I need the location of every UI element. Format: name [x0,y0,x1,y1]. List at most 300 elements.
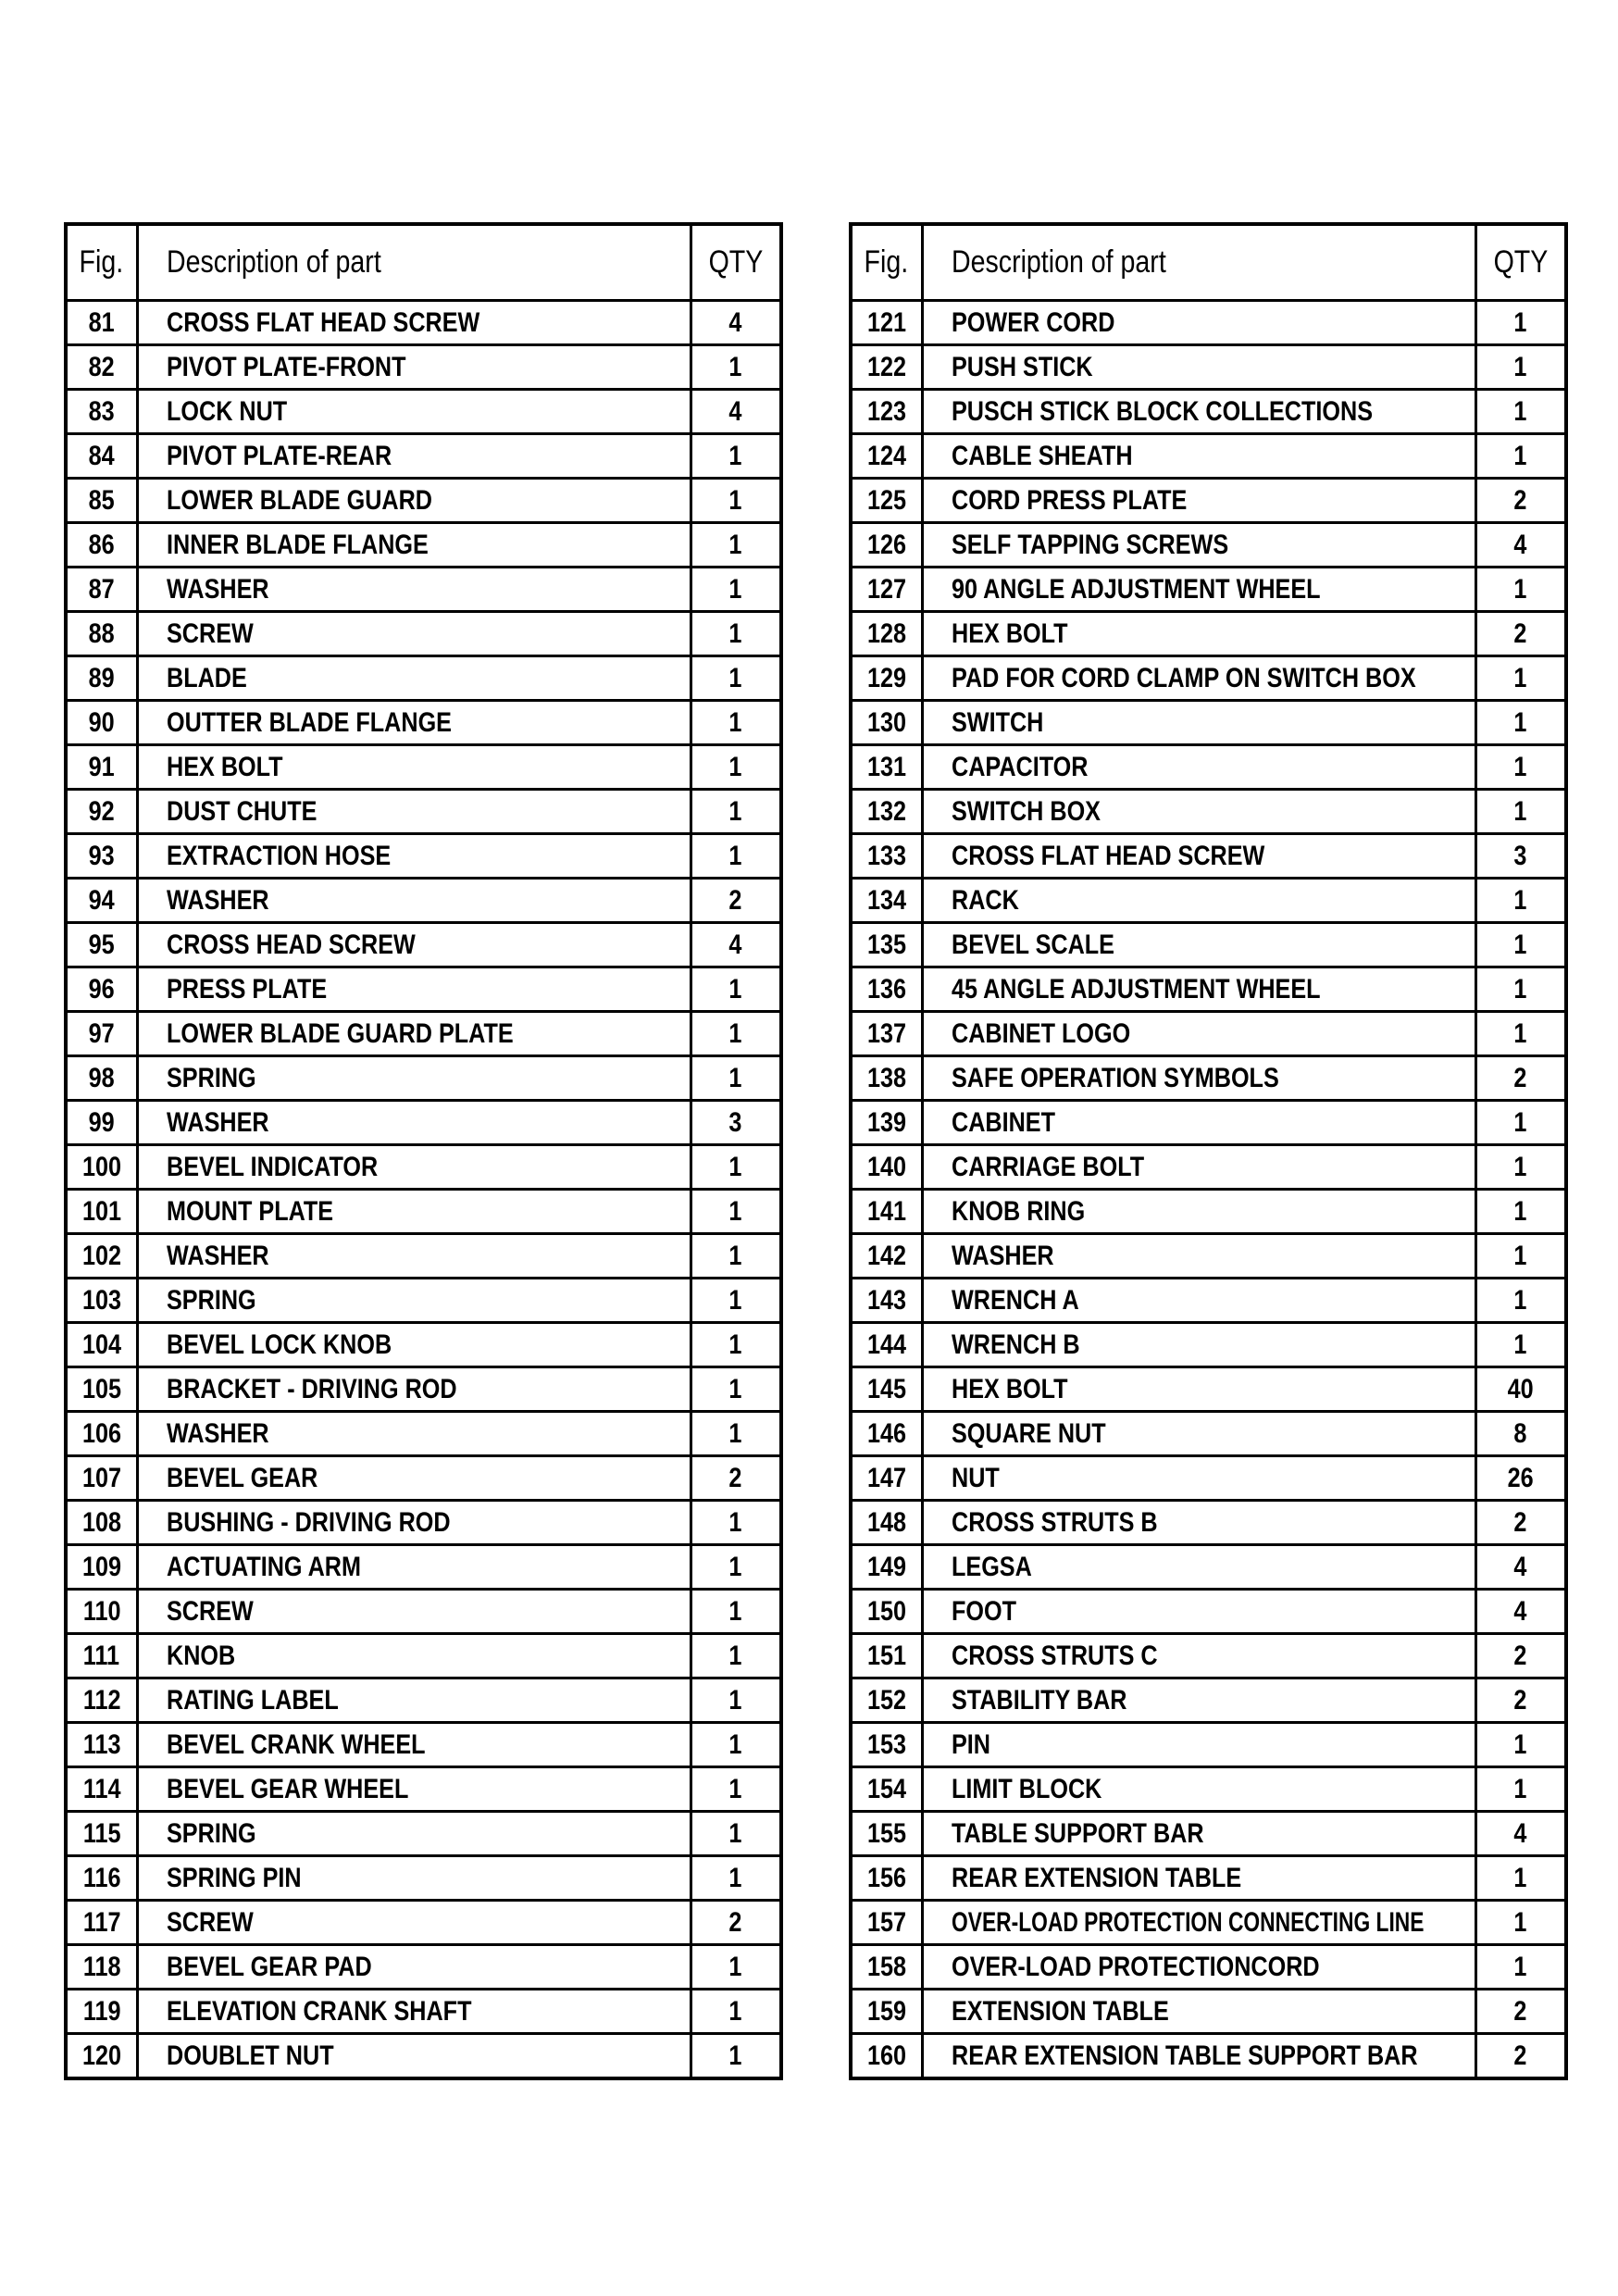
description-column-header: Description of part [137,224,691,301]
fig-cell: 138 [851,1056,922,1101]
description-cell: SCREW [137,612,691,656]
description-cell: OVER-LOAD PROTECTIONCORD [922,1945,1475,1990]
description-cell: ACTUATING ARM [137,1545,691,1590]
qty-cell: 1 [691,479,781,523]
table-row [66,1234,781,1279]
table-row [851,1767,1566,1812]
qty-cell: 1 [691,2034,781,2079]
fig-cell: 87 [66,568,137,612]
table-row [851,612,1566,656]
qty-cell: 4 [691,923,781,967]
description-cell: LIMIT BLOCK [922,1767,1475,1812]
table-row [66,1812,781,1856]
qty-cell: 1 [1475,1012,1566,1056]
description-cell: HEX BOLT [137,745,691,790]
description-cell: MOUNT PLATE [137,1190,691,1234]
qty-cell: 1 [691,1412,781,1456]
qty-cell: 1 [691,701,781,745]
fig-cell: 84 [66,434,137,479]
table-row [851,568,1566,612]
table-row [66,390,781,434]
qty-cell: 2 [1475,1056,1566,1101]
table-row [66,1945,781,1990]
description-cell: OUTTER BLADE FLANGE [137,701,691,745]
table-row [851,1590,1566,1634]
table-row [66,1634,781,1678]
fig-cell: 85 [66,479,137,523]
qty-cell: 26 [1475,1456,1566,1501]
table-row [66,1279,781,1323]
table-row [66,1723,781,1767]
qty-cell: 1 [1475,790,1566,834]
table-row [851,1145,1566,1190]
qty-cell: 1 [691,1012,781,1056]
description-column-header: Description of part [922,224,1475,301]
description-cell: BLADE [137,656,691,701]
description-cell: TABLE SUPPORT BAR [922,1812,1475,1856]
fig-cell: 160 [851,2034,922,2079]
table-row [66,568,781,612]
description-cell: SELF TAPPING SCREWS [922,523,1475,568]
fig-cell: 122 [851,345,922,390]
description-cell: BEVEL LOCK KNOB [137,1323,691,1367]
description-cell: WASHER [137,1412,691,1456]
qty-cell: 1 [691,1767,781,1812]
table-row [66,479,781,523]
qty-cell: 2 [1475,1990,1566,2034]
description-cell: BUSHING - DRIVING ROD [137,1501,691,1545]
table-row [851,1056,1566,1101]
table-row [851,1012,1566,1056]
fig-cell: 137 [851,1012,922,1056]
qty-cell: 1 [691,1234,781,1279]
table-row [66,790,781,834]
qty-cell: 4 [1475,1545,1566,1590]
description-cell: PAD FOR CORD CLAMP ON SWITCH BOX [922,656,1475,701]
table-row [66,967,781,1012]
description-cell: WRENCH A [922,1279,1475,1323]
description-cell: BRACKET - DRIVING ROD [137,1367,691,1412]
table-row [851,1279,1566,1323]
qty-cell: 4 [1475,1812,1566,1856]
table-row [851,745,1566,790]
table-row [66,1901,781,1945]
table-row [851,1323,1566,1367]
qty-cell: 1 [691,1145,781,1190]
table-row [66,923,781,967]
fig-cell: 135 [851,923,922,967]
qty-cell: 1 [1475,1723,1566,1767]
table-row [66,1190,781,1234]
fig-cell: 118 [66,1945,137,1990]
description-cell: CARRIAGE BOLT [922,1145,1475,1190]
fig-cell: 147 [851,1456,922,1501]
qty-cell: 1 [1475,1145,1566,1190]
description-cell: SWITCH [922,701,1475,745]
qty-cell: 1 [1475,967,1566,1012]
parts-table-right-body [851,301,1566,2079]
qty-cell: 1 [1475,1323,1566,1367]
description-cell: SPRING PIN [137,1856,691,1901]
fig-cell: 120 [66,2034,137,2079]
qty-cell: 1 [691,834,781,879]
description-cell: SWITCH BOX [922,790,1475,834]
table-row [851,1945,1566,1990]
table-row [66,612,781,656]
table-row [851,479,1566,523]
fig-cell: 89 [66,656,137,701]
fig-cell: 82 [66,345,137,390]
qty-cell: 1 [691,1323,781,1367]
table-row [66,1367,781,1412]
table-row [851,790,1566,834]
fig-cell: 154 [851,1767,922,1812]
table-row [851,701,1566,745]
qty-cell: 1 [691,1367,781,1412]
fig-cell: 129 [851,656,922,701]
fig-cell: 136 [851,967,922,1012]
table-row [851,390,1566,434]
fig-cell: 152 [851,1678,922,1723]
fig-cell: 157 [851,1901,922,1945]
description-cell: CABINET [922,1101,1475,1145]
description-cell: LEGSA [922,1545,1475,1590]
fig-cell: 131 [851,745,922,790]
description-cell: SQUARE NUT [922,1412,1475,1456]
table-row [66,1412,781,1456]
description-cell: SCREW [137,1901,691,1945]
fig-column-header: Fig. [66,224,137,301]
fig-cell: 109 [66,1545,137,1590]
table-row [851,345,1566,390]
fig-cell: 133 [851,834,922,879]
table-row [851,1101,1566,1145]
table-row [66,1545,781,1590]
qty-cell: 1 [1475,1190,1566,1234]
qty-cell: 1 [1475,745,1566,790]
fig-cell: 149 [851,1545,922,1590]
description-cell: POWER CORD [922,301,1475,345]
qty-cell: 1 [691,1545,781,1590]
description-cell: INNER BLADE FLANGE [137,523,691,568]
qty-cell: 1 [1475,1101,1566,1145]
fig-cell: 155 [851,1812,922,1856]
qty-cell: 2 [691,1456,781,1501]
fig-cell: 127 [851,568,922,612]
qty-cell: 3 [1475,834,1566,879]
fig-cell: 102 [66,1234,137,1279]
parts-table-left [64,222,783,2080]
qty-cell: 2 [1475,2034,1566,2079]
qty-cell: 1 [691,656,781,701]
description-cell: CROSS STRUTS C [922,1634,1475,1678]
description-cell: KNOB RING [922,1190,1475,1234]
table-row [66,834,781,879]
description-cell: 45 ANGLE ADJUSTMENT WHEEL [922,967,1475,1012]
fig-cell: 128 [851,612,922,656]
qty-cell: 1 [1475,1901,1566,1945]
description-cell: REAR EXTENSION TABLE [922,1856,1475,1901]
qty-cell: 1 [1475,301,1566,345]
description-cell: WASHER [922,1234,1475,1279]
description-cell: CROSS FLAT HEAD SCREW [922,834,1475,879]
qty-column-header: QTY [691,224,781,301]
table-row [66,2034,781,2079]
qty-cell: 4 [1475,523,1566,568]
description-cell: SPRING [137,1279,691,1323]
qty-cell: 2 [1475,612,1566,656]
qty-cell: 1 [1475,390,1566,434]
fig-cell: 97 [66,1012,137,1056]
table-row [851,434,1566,479]
fig-cell: 158 [851,1945,922,1990]
table-row [66,523,781,568]
fig-cell: 96 [66,967,137,1012]
description-cell: WASHER [137,1101,691,1145]
fig-cell: 126 [851,523,922,568]
fig-cell: 110 [66,1590,137,1634]
table-row [66,345,781,390]
qty-cell: 2 [691,1901,781,1945]
description-cell: HEX BOLT [922,612,1475,656]
table-row [851,1501,1566,1545]
qty-cell: 2 [1475,1501,1566,1545]
fig-cell: 95 [66,923,137,967]
table-row [66,1012,781,1056]
qty-cell: 1 [691,967,781,1012]
fig-cell: 124 [851,434,922,479]
fig-cell: 130 [851,701,922,745]
table-row [66,1145,781,1190]
description-cell: OVER-LOAD PROTECTION CONNECTING LINE [922,1901,1475,1945]
table-row [66,1678,781,1723]
table-header-row [66,224,781,301]
fig-cell: 150 [851,1590,922,1634]
fig-cell: 151 [851,1634,922,1678]
qty-cell: 1 [691,1634,781,1678]
description-cell: RATING LABEL [137,1678,691,1723]
table-row [851,1856,1566,1901]
table-row [851,523,1566,568]
fig-cell: 100 [66,1145,137,1190]
description-cell: WASHER [137,568,691,612]
fig-cell: 159 [851,1990,922,2034]
table-row [66,701,781,745]
qty-cell: 1 [691,434,781,479]
qty-cell: 1 [691,1279,781,1323]
description-cell: RACK [922,879,1475,923]
parts-table-left-body [66,301,781,2079]
fig-cell: 108 [66,1501,137,1545]
qty-cell: 1 [691,523,781,568]
qty-cell: 1 [1475,879,1566,923]
fig-cell: 143 [851,1279,922,1323]
description-cell: SPRING [137,1056,691,1101]
description-cell: PIN [922,1723,1475,1767]
table-row [851,1723,1566,1767]
description-cell: CROSS HEAD SCREW [137,923,691,967]
qty-cell: 1 [691,345,781,390]
table-row [851,1456,1566,1501]
qty-cell: 2 [691,879,781,923]
qty-cell: 1 [1475,345,1566,390]
description-cell: BEVEL SCALE [922,923,1475,967]
description-cell: STABILITY BAR [922,1678,1475,1723]
qty-cell: 1 [1475,656,1566,701]
qty-cell: 1 [1475,923,1566,967]
qty-cell: 1 [691,1590,781,1634]
description-cell: BEVEL CRANK WHEEL [137,1723,691,1767]
description-cell: DOUBLET NUT [137,2034,691,2079]
table-row [66,1323,781,1367]
description-cell: BEVEL GEAR WHEEL [137,1767,691,1812]
qty-cell: 1 [691,1501,781,1545]
fig-cell: 106 [66,1412,137,1456]
description-cell: CROSS STRUTS B [922,1501,1475,1545]
description-cell: BEVEL GEAR PAD [137,1945,691,1990]
description-cell: PUSCH STICK BLOCK COLLECTIONS [922,390,1475,434]
qty-cell: 4 [691,390,781,434]
fig-cell: 121 [851,301,922,345]
qty-cell: 40 [1475,1367,1566,1412]
fig-cell: 104 [66,1323,137,1367]
fig-cell: 115 [66,1812,137,1856]
fig-cell: 93 [66,834,137,879]
description-cell: HEX BOLT [922,1367,1475,1412]
table-row [66,745,781,790]
fig-cell: 125 [851,479,922,523]
qty-cell: 1 [691,1856,781,1901]
description-cell: PIVOT PLATE-FRONT [137,345,691,390]
table-row [851,1678,1566,1723]
table-row [66,879,781,923]
table-row [66,1056,781,1101]
description-cell: CAPACITOR [922,745,1475,790]
fig-cell: 145 [851,1367,922,1412]
fig-cell: 113 [66,1723,137,1767]
qty-cell: 1 [1475,1234,1566,1279]
qty-cell: 4 [1475,1590,1566,1634]
fig-cell: 139 [851,1101,922,1145]
description-cell: LOCK NUT [137,390,691,434]
qty-column-header: QTY [1475,224,1566,301]
table-row [66,1101,781,1145]
parts-table-right [849,222,1568,2080]
fig-cell: 88 [66,612,137,656]
fig-cell: 86 [66,523,137,568]
qty-cell: 1 [1475,568,1566,612]
description-cell: CABLE SHEATH [922,434,1475,479]
description-cell: SPRING [137,1812,691,1856]
qty-cell: 1 [691,612,781,656]
fig-cell: 146 [851,1412,922,1456]
fig-cell: 111 [66,1634,137,1678]
description-cell: CROSS FLAT HEAD SCREW [137,301,691,345]
table-row [66,1767,781,1812]
fig-cell: 81 [66,301,137,345]
description-cell: DUST CHUTE [137,790,691,834]
qty-cell: 1 [691,1190,781,1234]
description-cell: KNOB [137,1634,691,1678]
qty-cell: 1 [1475,1279,1566,1323]
fig-cell: 153 [851,1723,922,1767]
qty-cell: 3 [691,1101,781,1145]
qty-cell: 1 [1475,1856,1566,1901]
table-row [851,656,1566,701]
qty-cell: 1 [691,1945,781,1990]
fig-cell: 148 [851,1501,922,1545]
qty-cell: 1 [691,1990,781,2034]
description-cell: EXTENSION TABLE [922,1990,1475,2034]
description-cell: NUT [922,1456,1475,1501]
qty-cell: 1 [691,745,781,790]
qty-cell: 2 [1475,1678,1566,1723]
table-row [851,2034,1566,2079]
fig-cell: 91 [66,745,137,790]
description-cell: SAFE OPERATION SYMBOLS [922,1056,1475,1101]
description-cell: 90 ANGLE ADJUSTMENT WHEEL [922,568,1475,612]
fig-cell: 134 [851,879,922,923]
table-row [66,1590,781,1634]
fig-cell: 116 [66,1856,137,1901]
fig-cell: 119 [66,1990,137,2034]
table-row [851,301,1566,345]
qty-cell: 4 [691,301,781,345]
fig-cell: 142 [851,1234,922,1279]
fig-cell: 144 [851,1323,922,1367]
fig-cell: 94 [66,879,137,923]
qty-cell: 1 [1475,1767,1566,1812]
table-row [851,923,1566,967]
fig-cell: 98 [66,1056,137,1101]
table-row [851,1812,1566,1856]
table-row [851,1234,1566,1279]
description-cell: WRENCH B [922,1323,1475,1367]
qty-cell: 2 [1475,1634,1566,1678]
table-row [851,1990,1566,2034]
description-cell: FOOT [922,1590,1475,1634]
table-row [851,879,1566,923]
fig-cell: 92 [66,790,137,834]
table-row [66,1456,781,1501]
fig-cell: 99 [66,1101,137,1145]
fig-cell: 107 [66,1456,137,1501]
description-cell: PIVOT PLATE-REAR [137,434,691,479]
fig-cell: 114 [66,1767,137,1812]
fig-cell: 105 [66,1367,137,1412]
description-cell: PRESS PLATE [137,967,691,1012]
description-cell: REAR EXTENSION TABLE SUPPORT BAR [922,2034,1475,2079]
fig-cell: 112 [66,1678,137,1723]
description-cell: BEVEL GEAR [137,1456,691,1501]
table-row [851,1545,1566,1590]
table-row [851,1190,1566,1234]
qty-cell: 1 [691,568,781,612]
qty-cell: 1 [691,1723,781,1767]
qty-cell: 1 [691,1056,781,1101]
fig-cell: 140 [851,1145,922,1190]
description-cell: LOWER BLADE GUARD PLATE [137,1012,691,1056]
table-row [66,1501,781,1545]
table-row [66,656,781,701]
qty-cell: 1 [1475,434,1566,479]
fig-cell: 83 [66,390,137,434]
table-row [66,1990,781,2034]
fig-cell: 156 [851,1856,922,1901]
table-row [851,1412,1566,1456]
table-row [66,1856,781,1901]
fig-cell: 141 [851,1190,922,1234]
